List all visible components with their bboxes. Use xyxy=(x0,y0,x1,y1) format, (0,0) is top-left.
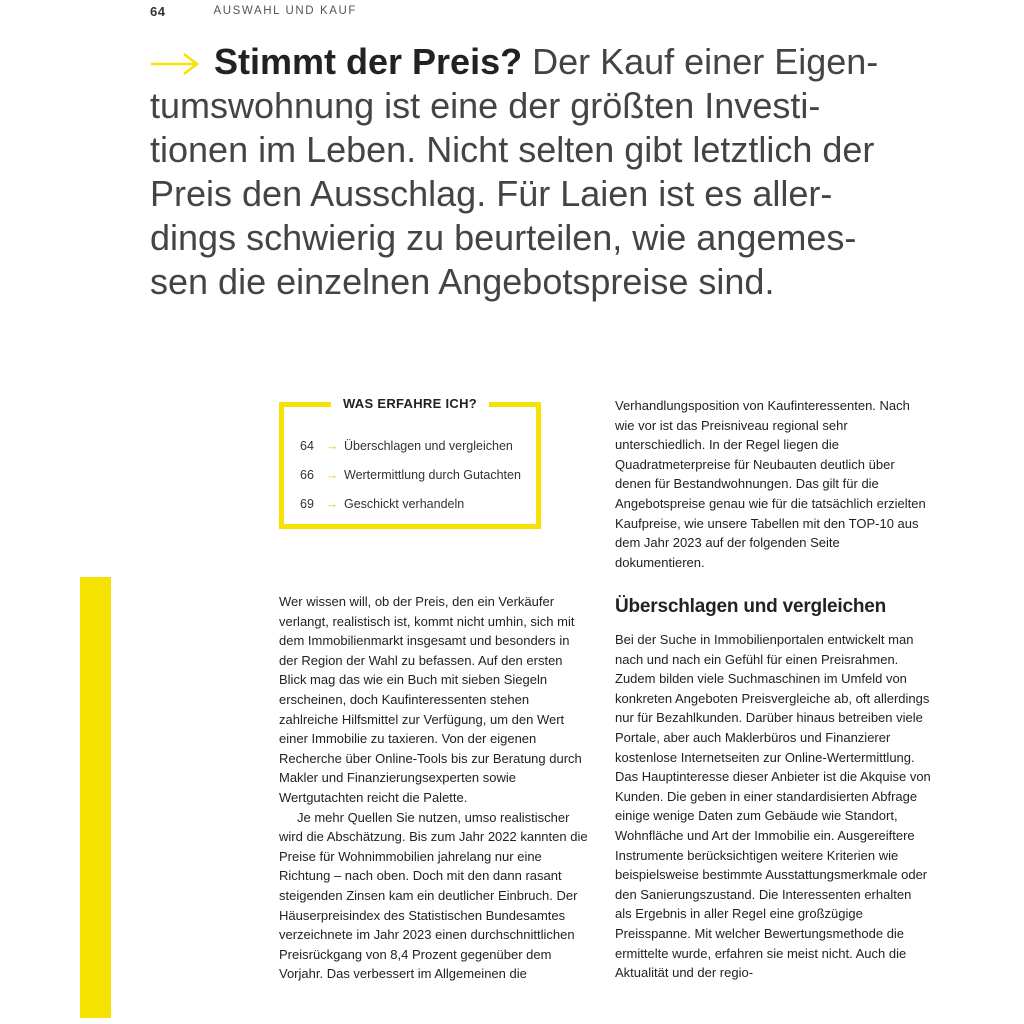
arrow-right-icon: → xyxy=(325,467,339,482)
running-head: AUSWAHL UND KAUF xyxy=(213,5,358,17)
toc-item-label: Überschlagen und vergleichen xyxy=(344,438,513,453)
body-column-left xyxy=(279,592,591,984)
toc-page-number: 64 xyxy=(300,438,314,453)
toc-item-label: Geschickt verhandeln xyxy=(344,496,465,511)
body-paragraph: Wer wissen will, ob der Preis, den ein Verkäufer verlangt, realistisch ist, kommt nicht umhin, sich mit dem Immobilienmarkt insgesamt und besonders in der Region der Wahl zu befassen. Auf den ersten Blick mag das wie ein Buch mit sieben Siegeln erscheinen, doch Kaufinteressenten stehen zahlreiche Hilfsmittel zur Verfügung, um den Wert einer Immobilie zu taxieren. Von der eigenen Recherche über Online-Tools bis zur Beratung durch Makler und Finanzierungsexperten sowie Wertgutachten reicht die Palette. xyxy=(279,594,582,805)
toc-list xyxy=(300,431,521,518)
body-paragraph: Das Hauptinteresse dieser Anbieter ist die Akquise von Kunden. Die geben in einer standardisierten Abfrage einige wenige Daten zum Gebäude wie Standort, Wohnfläche und Art der Immobilie ein. Ausgereiftere Instrumente berücksichtigen weitere Kriterien wie beispielsweise bestimmte Ausstattungsmerkmale oder den Sanierungszustand. Die Interessenten erhalten als Ergebnis in aller Regel eine großzügige Preisspanne. Mit welcher Bewertungsmethode die ermittelte wurde, erfahren sie meist nicht. Auch die Aktualität und der regio- xyxy=(615,769,931,981)
arrow-right-icon: → xyxy=(325,496,339,511)
toc-page-number: 69 xyxy=(300,496,314,511)
toc-item-label: Wertermittlung durch Gutachten xyxy=(344,467,521,482)
arrow-right-icon: → xyxy=(325,438,339,453)
toc-item xyxy=(300,489,521,518)
toc-item xyxy=(300,460,521,489)
lead-text: Der Kauf einer Eigentumswohnung ist eine der größten Investitionen im Leben. Nicht selten gibt letztlich der Preis den Ausschlag. Für Laien ist es allerdings schwierig zu beurteilen, wie angemessen die einzelnen Angebotspreise sind. xyxy=(150,41,879,302)
body-paragraph: Verhandlungsposition von Kaufinteressenten. Nach wie vor ist das Preisniveau regional sehr unterschiedlich. In der Regel liegen die Quadratmeterpreise für Neubauten deutlich über denen für Bestandwohnungen. Das gilt für die Angebotspreise genau wie für die tatsächlich erzielten Kaufpreise, wie unsere Tabellen mit den TOP-10 aus dem Jahr 2023 auf der folgenden Seite dokumentieren. xyxy=(615,398,926,570)
lead-title: Stimmt der Preis? xyxy=(214,41,523,82)
toc-title: WAS ERFAHRE ICH? xyxy=(331,396,489,411)
section-heading: Überschlagen und vergleichen xyxy=(615,596,887,617)
lead-paragraph xyxy=(150,40,890,304)
body-paragraph: Bei der Suche in Immobilienportalen entwickelt man nach und nach ein Gefühl für einen Preisrahmen. Zudem bilden viele Suchmaschinen im Umfeld von konkreten Angeboten Preisvergleiche ab, oft allerdings nur für Bezahlkunden. Darüber hinaus betreiben viele Portale, aber auch Maklerbüros und Finanzierer kostenlose Internetseiten zur Online-Wertermittlung. xyxy=(615,632,930,765)
toc-box xyxy=(279,396,541,529)
body-paragraph: Je mehr Quellen Sie nutzen, umso realistischer wird die Abschätzung. Bis zum Jahr 2022 kannten die Preise für Wohnimmobilien jahrelang nur eine Richtung – nach oben. Doch mit den dann rasant steigenden Zinsen kam ein deutlicher Einbruch. Der Häuserpreisindex des Statistischen Bundesamtes verzeichnete im Jahr 2023 einen durchschnittlichen Preisrückgang von 8,4 Prozent gegenüber dem Vorjahr. Das verbessert im Allgemeinen die xyxy=(279,809,588,982)
page-header xyxy=(150,2,357,20)
toc-item xyxy=(300,431,521,460)
body-column-right-top xyxy=(615,396,931,572)
toc-page-number: 66 xyxy=(300,467,314,482)
arrow-right-icon xyxy=(150,52,200,76)
decorative-side-bar xyxy=(80,577,111,1018)
page-number: 64 xyxy=(150,3,166,19)
body-column-right-bottom xyxy=(615,630,931,983)
